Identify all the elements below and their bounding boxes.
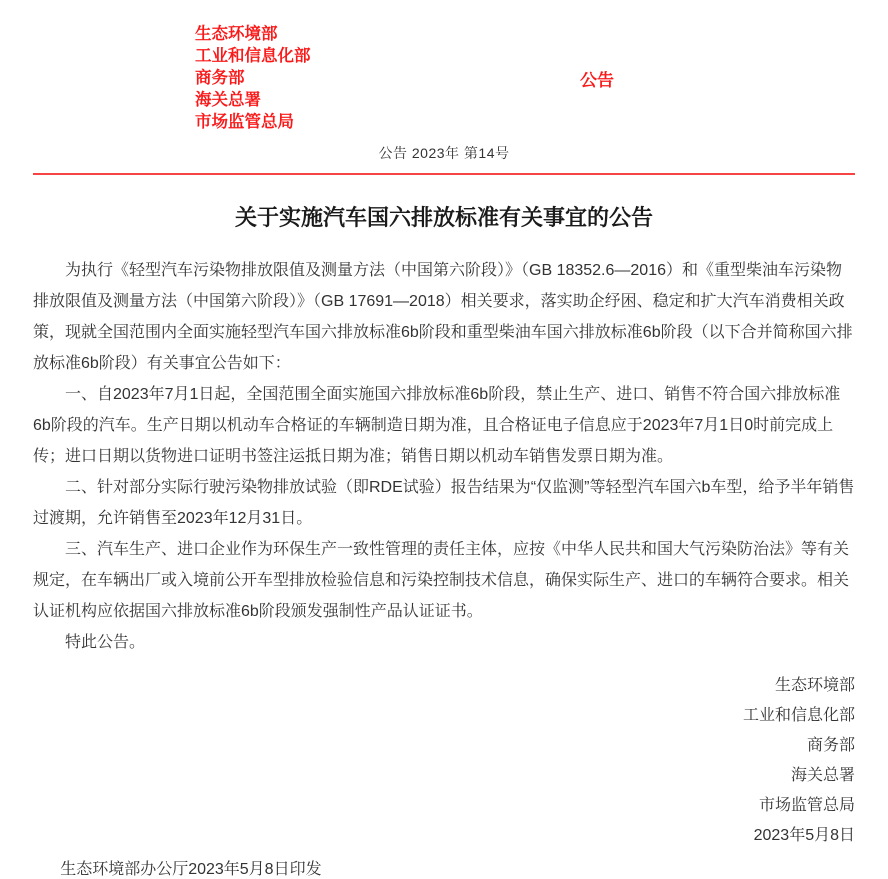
body-paragraph: 为执行《轻型汽车污染物排放限值及测量方法（中国第六阶段）》（GB 18352.6—2016）和《重型柴油车污染物排放限值及测量方法（中国第六阶段）》（GB 17691—2018）相关要求，落实助企纾困、稳定和扩大汽车消费相关政策，现就全国范围内全面实施轻型汽车国六排放标准6b阶段和重型柴油车国六排放标准6b阶段（以下合并简称国六排放标准6b阶段）有关事宜公告如下：	[33, 262, 853, 372]
signing-agency: 市场监管总局	[758, 797, 855, 814]
issuing-ministries-list	[195, 23, 888, 133]
signature-block	[0, 671, 855, 851]
ministry-name: 工业和信息化部	[195, 47, 311, 65]
ministry-name: 市场监管总局	[195, 113, 294, 131]
signing-agency: 商务部	[806, 737, 855, 754]
document-number: 公告 2023年 第14号	[378, 145, 510, 161]
body-paragraph: 二、针对部分实际行驶污染物排放试验（即RDE试验）报告结果为“仅监测”等轻型汽车国六b车型，给予半年销售过渡期，允许销售至2023年12月31日。	[33, 479, 855, 527]
letterhead	[0, 0, 888, 133]
ministry-name: 海关总署	[195, 91, 261, 109]
red-divider-line	[33, 173, 855, 175]
signing-agency: 工业和信息化部	[742, 707, 855, 724]
issuance-note: 生态环境部办公厅2023年5月8日印发	[60, 861, 322, 878]
page-title: 关于实施汽车国六排放标准有关事宜的公告	[234, 205, 653, 230]
body-paragraph: 三、汽车生产、进口企业作为环保生产一致性管理的责任主体，应按《中华人民共和国大气污染防治法》等有关规定，在车辆出厂或入境前公开车型排放检验信息和污染控制技术信息，确保实际生产、进口的车辆符合要求。相关认证机构应依据国六排放标准6b阶段颁发强制性产品认证证书。	[33, 541, 850, 620]
ministry-name: 商务部	[195, 69, 245, 87]
ministry-name: 生态环境部	[195, 25, 278, 43]
closing-statement: 特此公告。	[65, 634, 146, 651]
announcement-label: 公告	[580, 71, 614, 90]
signing-agency: 海关总署	[790, 767, 855, 784]
document-body	[33, 255, 855, 658]
body-paragraph: 一、自2023年7月1日起，全国范围全面实施国六排放标准6b阶段，禁止生产、进口、销售不符合国六排放标准6b阶段的汽车。生产日期以机动车合格证的车辆制造日期为准，且合格证电子信息应于2023年7月1日0时前完成上传；进口日期以货物进口证明书签注运抵日期为准；销售日期以机动车销售发票日期为准。	[33, 386, 841, 465]
signature-date: 2023年5月8日	[753, 827, 855, 844]
signing-agency: 生态环境部	[774, 677, 855, 694]
